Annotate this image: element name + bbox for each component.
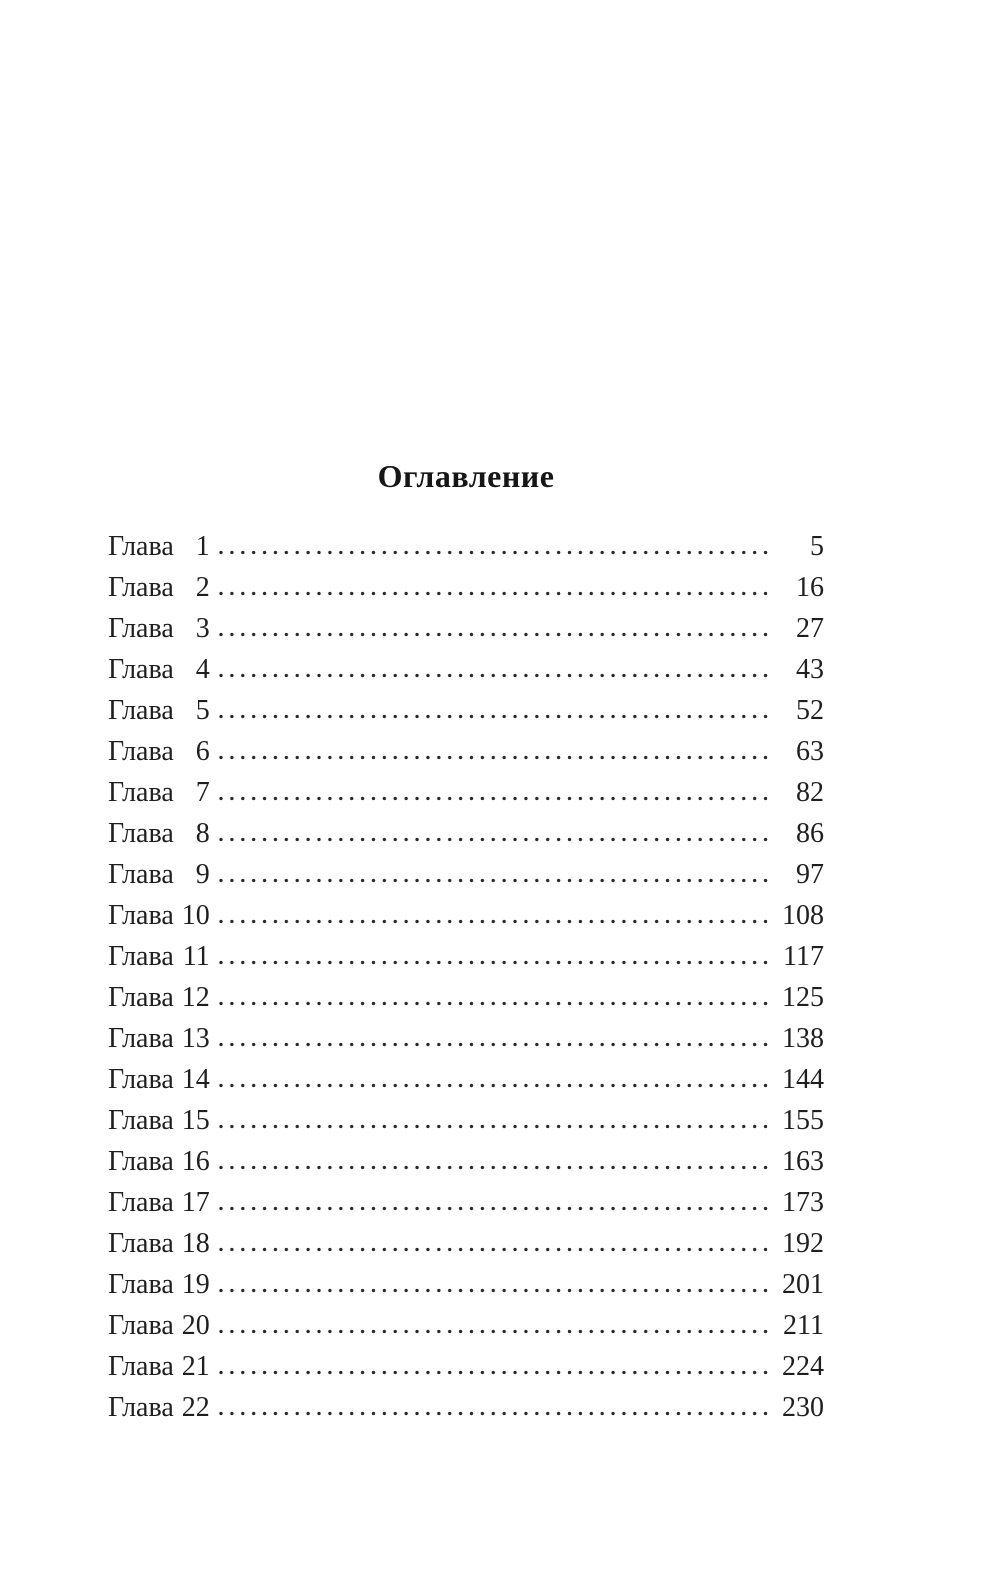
- page-number: 97: [796, 859, 824, 890]
- toc-entry: [108, 1346, 824, 1387]
- toc-entry: [108, 1223, 824, 1264]
- leader-dots: [219, 1042, 770, 1047]
- leader-dots: [219, 1165, 770, 1170]
- page-number: 125: [782, 982, 824, 1013]
- toc-entry: [108, 526, 824, 567]
- chapter-number: 8: [195, 818, 210, 849]
- leader-dots: [219, 591, 770, 596]
- leader-dots: [219, 1206, 770, 1211]
- chapter-label: Глава: [108, 859, 174, 890]
- leader-dots: [219, 673, 770, 678]
- chapter-number: 19: [181, 1269, 210, 1300]
- page-number: 108: [782, 900, 824, 931]
- chapter-number: 6: [195, 736, 210, 767]
- toc-entry: [108, 1100, 824, 1141]
- page-number: 230: [782, 1392, 824, 1423]
- page-number: 117: [783, 941, 824, 972]
- leader-dots: [219, 1411, 770, 1416]
- chapter-number: 15: [181, 1105, 210, 1136]
- leader-dots: [219, 1370, 770, 1375]
- leader-dots: [219, 755, 770, 760]
- toc-entry: [108, 649, 824, 690]
- leader-dots: [219, 1247, 770, 1252]
- toc-entry: [108, 813, 824, 854]
- leader-dots: [219, 796, 770, 801]
- leader-dots: [219, 837, 770, 842]
- chapter-number: 2: [195, 572, 210, 603]
- chapter-label: Глава: [108, 1269, 174, 1300]
- toc-entry: [108, 1387, 824, 1428]
- toc-entry: [108, 1182, 824, 1223]
- chapter-label: Глава: [108, 1310, 174, 1341]
- chapter-label: Глава: [108, 777, 174, 808]
- chapter-label: Глава: [108, 1228, 174, 1259]
- leader-dots: [219, 1001, 770, 1006]
- toc-entry: [108, 731, 824, 772]
- toc-entry: [108, 690, 824, 731]
- page-number: 52: [796, 695, 824, 726]
- toc-entry: [108, 1018, 824, 1059]
- toc-entry-list: [108, 526, 824, 1428]
- chapter-number: 1: [195, 531, 210, 562]
- toc-entry: [108, 895, 824, 936]
- chapter-label: Глава: [108, 1351, 174, 1382]
- table-of-contents: [108, 456, 824, 1428]
- toc-entry: [108, 977, 824, 1018]
- chapter-number: 17: [181, 1187, 210, 1218]
- page-number: 63: [796, 736, 824, 767]
- page-number: 144: [782, 1064, 824, 1095]
- chapter-number: 7: [195, 777, 210, 808]
- chapter-label: Глава: [108, 982, 174, 1013]
- page-number: 201: [782, 1269, 824, 1300]
- chapter-label: Глава: [108, 900, 174, 931]
- chapter-label: Глава: [108, 572, 174, 603]
- leader-dots: [219, 714, 770, 719]
- page-number: 82: [796, 777, 824, 808]
- page-number: 211: [783, 1310, 824, 1341]
- chapter-number: 3: [195, 613, 210, 644]
- toc-entry: [108, 772, 824, 813]
- toc-entry: [108, 1264, 824, 1305]
- leader-dots: [219, 960, 770, 965]
- chapter-label: Глава: [108, 941, 174, 972]
- chapter-label: Глава: [108, 1064, 174, 1095]
- chapter-number: 9: [195, 859, 210, 890]
- chapter-label: Глава: [108, 613, 174, 644]
- page-number: 16: [796, 572, 824, 603]
- toc-entry: [108, 1305, 824, 1346]
- page-number: 155: [782, 1105, 824, 1136]
- chapter-label: Глава: [108, 531, 174, 562]
- chapter-label: Глава: [108, 1187, 174, 1218]
- chapter-label: Глава: [108, 1392, 174, 1423]
- chapter-label: Глава: [108, 1105, 174, 1136]
- chapter-number: 11: [182, 941, 210, 972]
- leader-dots: [219, 550, 770, 555]
- chapter-label: Глава: [108, 1023, 174, 1054]
- toc-entry: [108, 567, 824, 608]
- toc-entry: [108, 936, 824, 977]
- page-number: 163: [782, 1146, 824, 1177]
- chapter-number: 4: [195, 654, 210, 685]
- chapter-label: Глава: [108, 1146, 174, 1177]
- page-number: 138: [782, 1023, 824, 1054]
- chapter-number: 13: [181, 1023, 210, 1054]
- leader-dots: [219, 878, 770, 883]
- chapter-number: 22: [181, 1392, 210, 1423]
- page-number: 173: [782, 1187, 824, 1218]
- chapter-label: Глава: [108, 695, 174, 726]
- leader-dots: [219, 1083, 770, 1088]
- chapter-number: 16: [181, 1146, 210, 1177]
- chapter-label: Глава: [108, 654, 174, 685]
- page-number: 43: [796, 654, 824, 685]
- leader-dots: [219, 919, 770, 924]
- chapter-number: 5: [195, 695, 210, 726]
- leader-dots: [219, 1329, 770, 1334]
- page-number: 192: [782, 1228, 824, 1259]
- toc-entry: [108, 854, 824, 895]
- toc-title: Оглавление: [377, 458, 555, 494]
- chapter-number: 20: [181, 1310, 210, 1341]
- page-number: 224: [782, 1351, 824, 1382]
- toc-entry: [108, 1141, 824, 1182]
- chapter-number: 21: [181, 1351, 210, 1382]
- chapter-number: 14: [181, 1064, 210, 1095]
- toc-entry: [108, 1059, 824, 1100]
- page-number: 5: [810, 531, 824, 562]
- chapter-label: Глава: [108, 736, 174, 767]
- chapter-number: 18: [181, 1228, 210, 1259]
- leader-dots: [219, 632, 770, 637]
- page-number: 86: [796, 818, 824, 849]
- leader-dots: [219, 1288, 770, 1293]
- toc-entry: [108, 608, 824, 649]
- chapter-number: 12: [181, 982, 210, 1013]
- page-number: 27: [796, 613, 824, 644]
- leader-dots: [219, 1124, 770, 1129]
- chapter-label: Глава: [108, 818, 174, 849]
- chapter-number: 10: [181, 900, 210, 931]
